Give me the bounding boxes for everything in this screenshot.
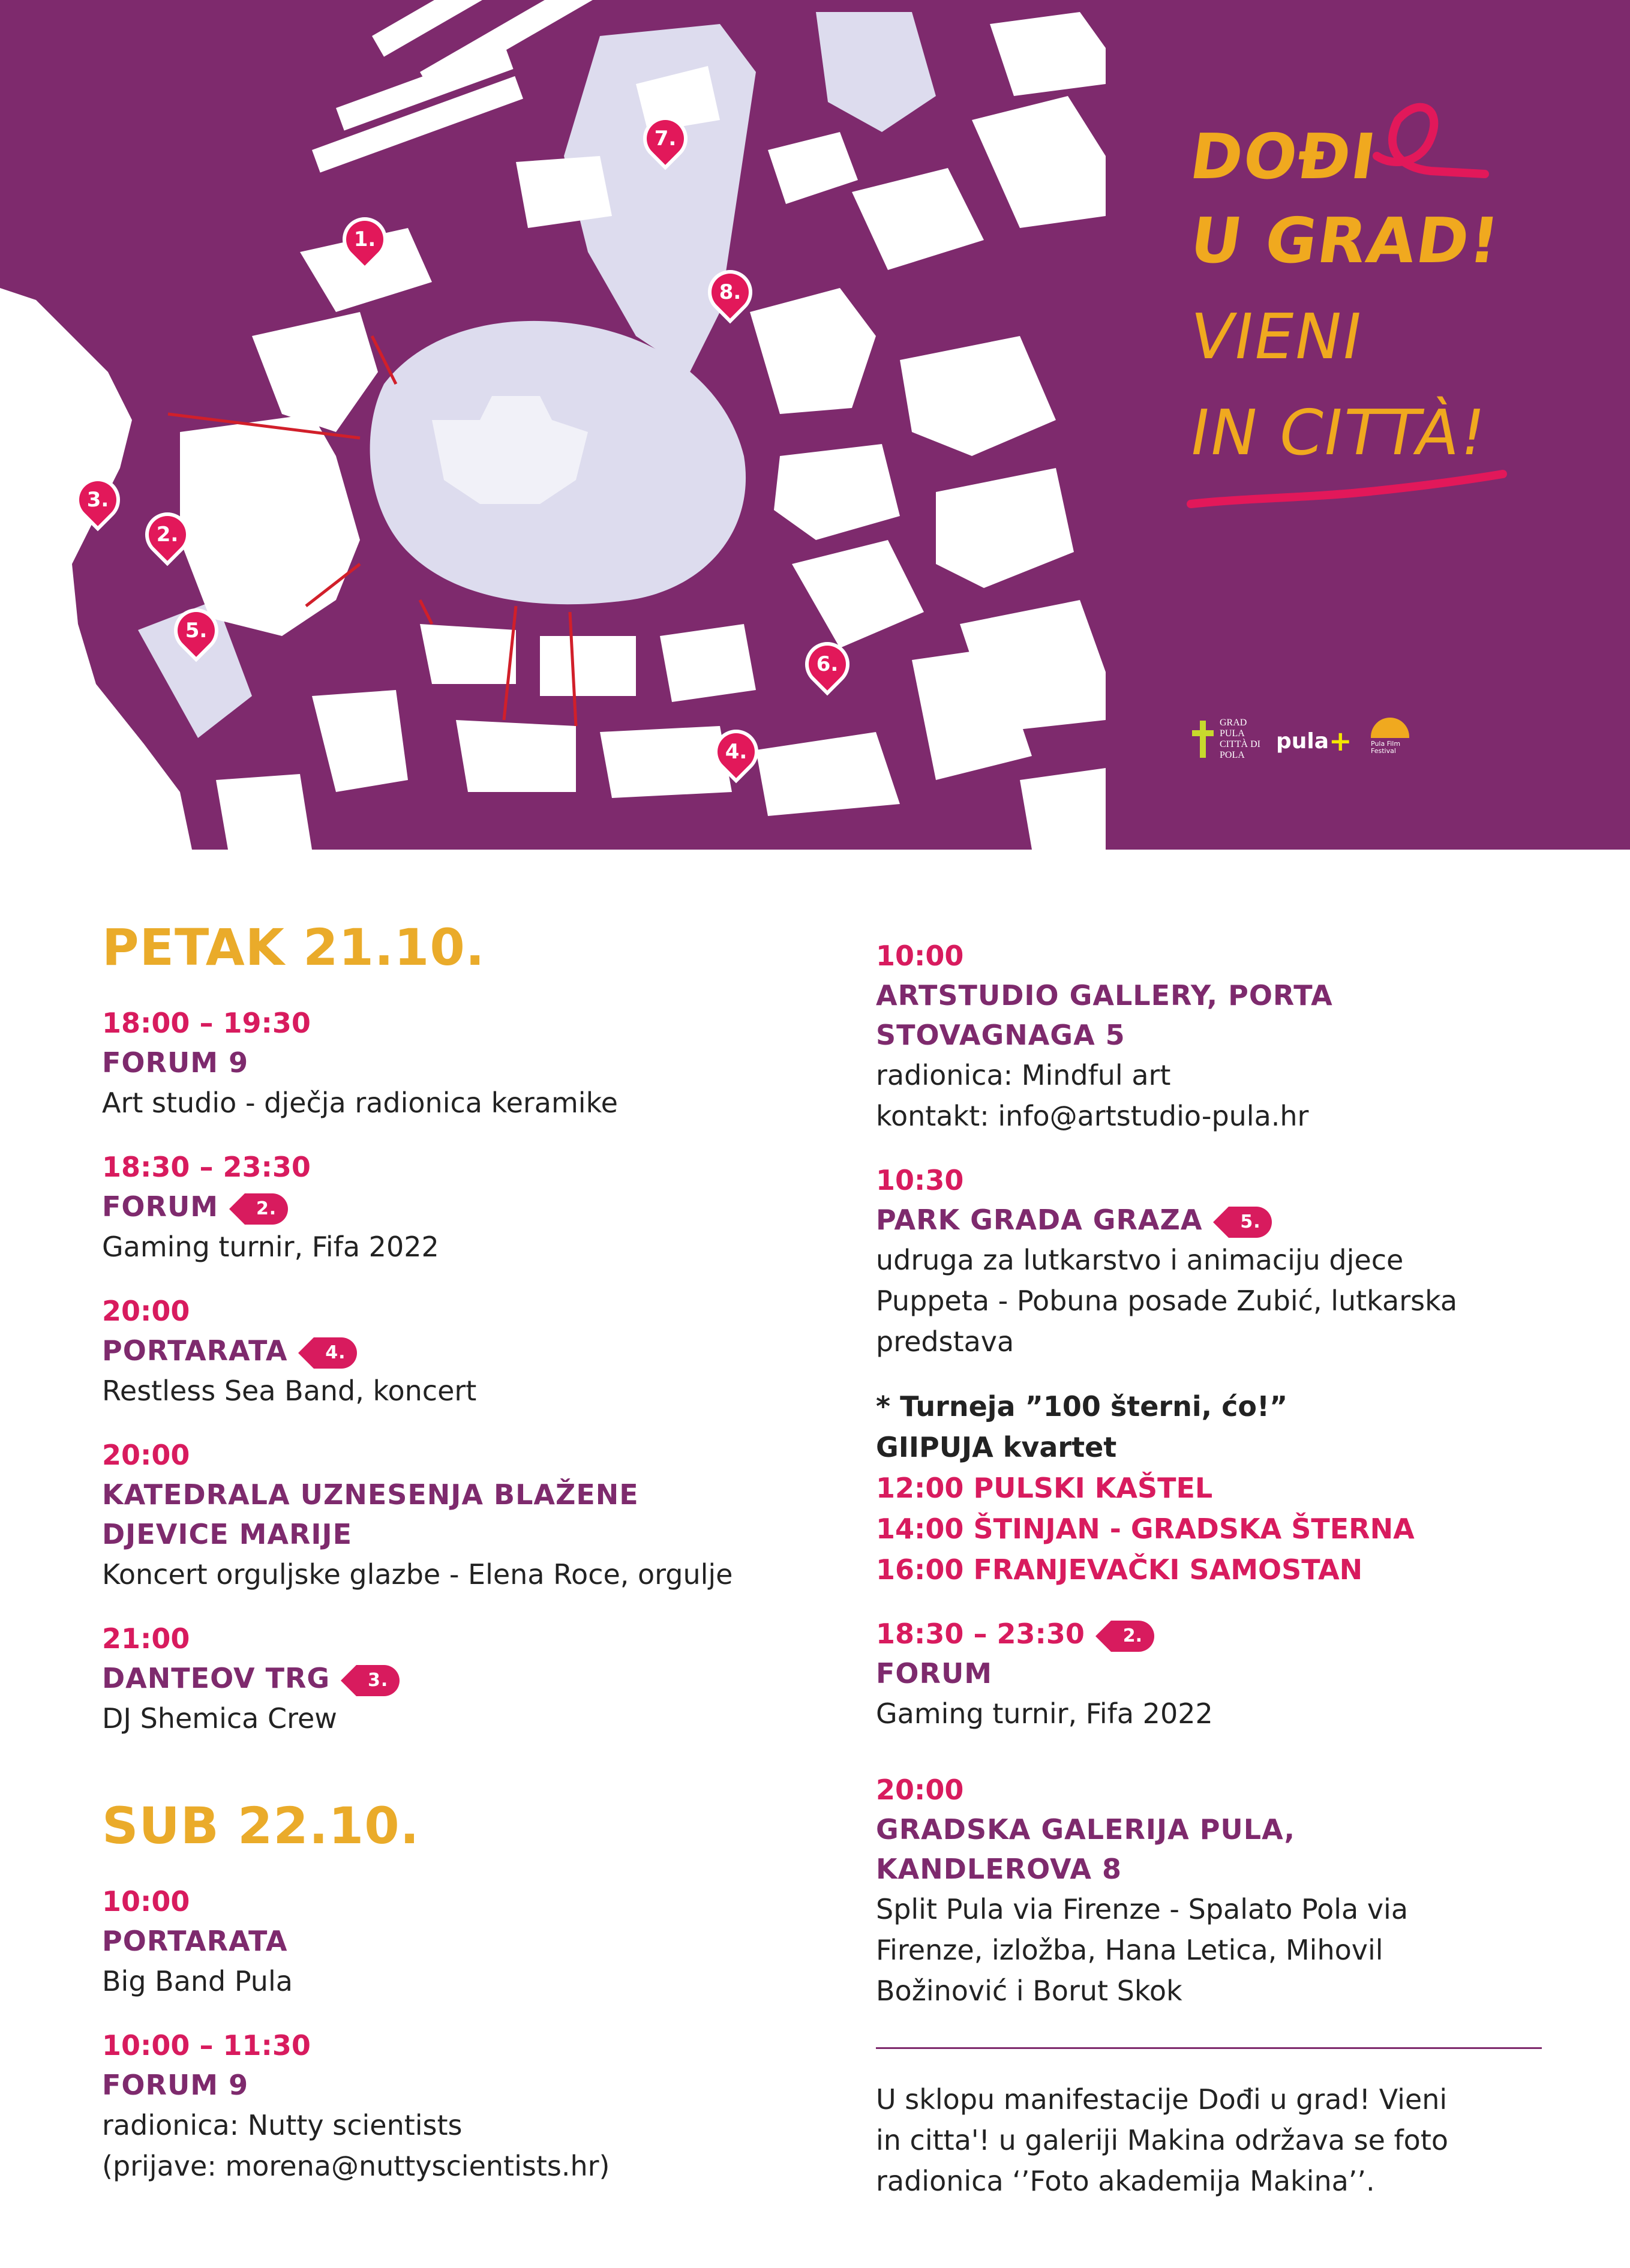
map-pin-7[interactable]: 7. [639,112,692,165]
event-time: 10:00 [876,940,964,972]
footer-note-line: radionica ‘’Foto akademija Makina’’. [876,2165,1375,2197]
program-right-column [876,936,1566,2201]
event-place-row [876,1200,1566,1240]
map-header [0,0,1630,850]
event-place: FORUM [102,1190,219,1223]
plus-icon: + [1329,725,1352,757]
event-place: GRADSKA GALERIJA PULA, [876,1813,1296,1846]
event-item [876,1160,1566,1362]
grad-pula-logo [1191,718,1274,761]
event-desc: predstava [876,1325,1014,1358]
location-badge[interactable]: 2. [1111,1621,1154,1652]
event-time: 20:00 [102,1439,190,1471]
arena-icon [1371,718,1409,738]
event-time: 10:30 [876,1164,964,1196]
event-place: DJEVICE MARIJE [102,1518,353,1550]
event-item [102,1291,822,1411]
grad-pula-text: GRAD PULA CITTÀ DI POLA [1220,718,1260,760]
footer-note-line: in citta'! u galeriji Makina održava se foto [876,2124,1449,2156]
tour-performer: GIIPUJA kvartet [876,1431,1117,1463]
event-contact: kontakt: info@artstudio-pula.hr [876,1100,1309,1132]
event-time: 10:00 [102,1885,190,1918]
day-heading-subota: SUB 22.10. [102,1796,420,1855]
title-line-4: IN CITTÀ! [1184,396,1493,469]
map-pin-1[interactable]: 1. [338,213,391,266]
event-desc: Firenze, izložba, Hana Letica, Mihovil [876,1934,1383,1966]
event-place: PORTARATA [102,1925,288,1957]
event-place: KANDLEROVA 8 [876,1853,1122,1885]
event-item [102,2026,822,2186]
event-desc: Božinović i Borut Skok [876,1975,1182,2007]
footer-note-line: U sklopu manifestacije Dođi u grad! Vieni [876,2083,1448,2116]
film-festival-logo [1371,718,1419,766]
tour-block [876,1386,1566,1590]
event-place: PARK GRADA GRAZA [876,1204,1203,1236]
day-heading-petak: PETAK 21.10. [102,918,485,977]
event-item [102,1147,822,1267]
event-item [102,1003,822,1123]
tour-stop: 16:00 FRANJEVAČKI SAMOSTAN [876,1553,1363,1586]
event-desc: radionica: Nutty scientists [102,2109,463,2141]
event-time: 18:30 – 23:30 [876,1618,1085,1650]
event-desc: Gaming turnir, Fifa 2022 [102,1231,439,1263]
title-line-1: DOĐI [1185,120,1382,193]
event-place: KATEDRALA UZNESENJA BLAŽENE [102,1478,639,1511]
event-desc: (prijave: morena@nuttyscientists.hr) [102,2150,610,2182]
tour-stop: 14:00 ŠTINJAN - GRADSKA ŠTERNA [876,1513,1415,1545]
event-desc: DJ Shemica Crew [102,1702,337,1735]
pula-plus-text: pula [1276,729,1329,754]
pula-plus-logo [1276,725,1352,757]
cross-icon [1191,721,1215,758]
location-badge[interactable]: 2. [245,1193,288,1225]
tour-title: * Turneja ”100 šterni, ćo!” [876,1390,1288,1423]
event-place: ARTSTUDIO GALLERY, PORTA [876,979,1333,1012]
event-place: FORUM 9 [102,2069,249,2101]
title-line-3: VIENI [1184,300,1369,373]
city-map [0,0,1106,850]
event-time: 20:00 [876,1774,964,1806]
location-badge[interactable]: 4. [314,1337,357,1369]
event-desc: Big Band Pula [102,1965,293,1997]
event-time: 20:00 [102,1295,190,1327]
title-line-2: U GRAD! [1185,204,1505,277]
event-desc: Puppeta - Pobuna posade Zubić, lutkarska [876,1285,1458,1317]
event-place: STOVAGNAGA 5 [876,1019,1125,1051]
map-pin-4[interactable]: 4. [710,725,763,778]
event-time-row [876,1614,1566,1654]
event-place: PORTARATA [102,1334,288,1367]
event-place: DANTEOV TRG [102,1662,331,1694]
event-time: 18:00 – 19:30 [102,1007,311,1039]
event-item [102,1435,822,1595]
event-desc: udruga za lutkarstvo i animaciju djece [876,1244,1404,1276]
event-time: 21:00 [102,1622,190,1655]
event-desc: radionica: Mindful art [876,1059,1171,1091]
event-place-row [102,1658,822,1698]
event-item [876,936,1566,1136]
event-desc: Art studio - dječja radionica keramike [102,1087,618,1119]
sponsor-logos [1191,714,1443,768]
event-time: 18:30 – 23:30 [102,1151,311,1183]
event-item [102,1619,822,1739]
event-place-row [102,1331,822,1370]
footer-note [876,2079,1566,2201]
program-left-column [102,918,822,2210]
event-desc: Split Pula via Firenze - Spalato Pola via [876,1893,1409,1925]
event-title-logo [1185,102,1557,534]
location-badge[interactable]: 5. [1229,1207,1272,1238]
event-item [876,1770,1566,2011]
divider [876,2047,1542,2049]
event-place-row [102,1187,822,1226]
map-pin-6[interactable]: 6. [801,638,854,691]
map-pin-2[interactable]: 2. [141,508,194,561]
event-desc: Koncert orguljske glazbe - Elena Roce, orgulje [102,1558,733,1591]
film-festival-text: Pula Film Festival [1371,740,1401,755]
event-time: 10:00 – 11:30 [102,2029,311,2062]
event-desc: Gaming turnir, Fifa 2022 [876,1697,1213,1730]
event-desc: Restless Sea Band, koncert [102,1375,477,1407]
tour-stop: 12:00 PULSKI KAŠTEL [876,1472,1213,1504]
map-pin-8[interactable]: 8. [704,266,757,319]
map-pin-3[interactable]: 3. [71,473,124,526]
map-pin-5[interactable]: 5. [170,604,223,657]
event-item [876,1614,1566,1734]
event-item [102,1882,822,2002]
event-place: FORUM [876,1657,993,1690]
event-place: FORUM 9 [102,1046,249,1079]
location-badge[interactable]: 3. [356,1665,400,1696]
